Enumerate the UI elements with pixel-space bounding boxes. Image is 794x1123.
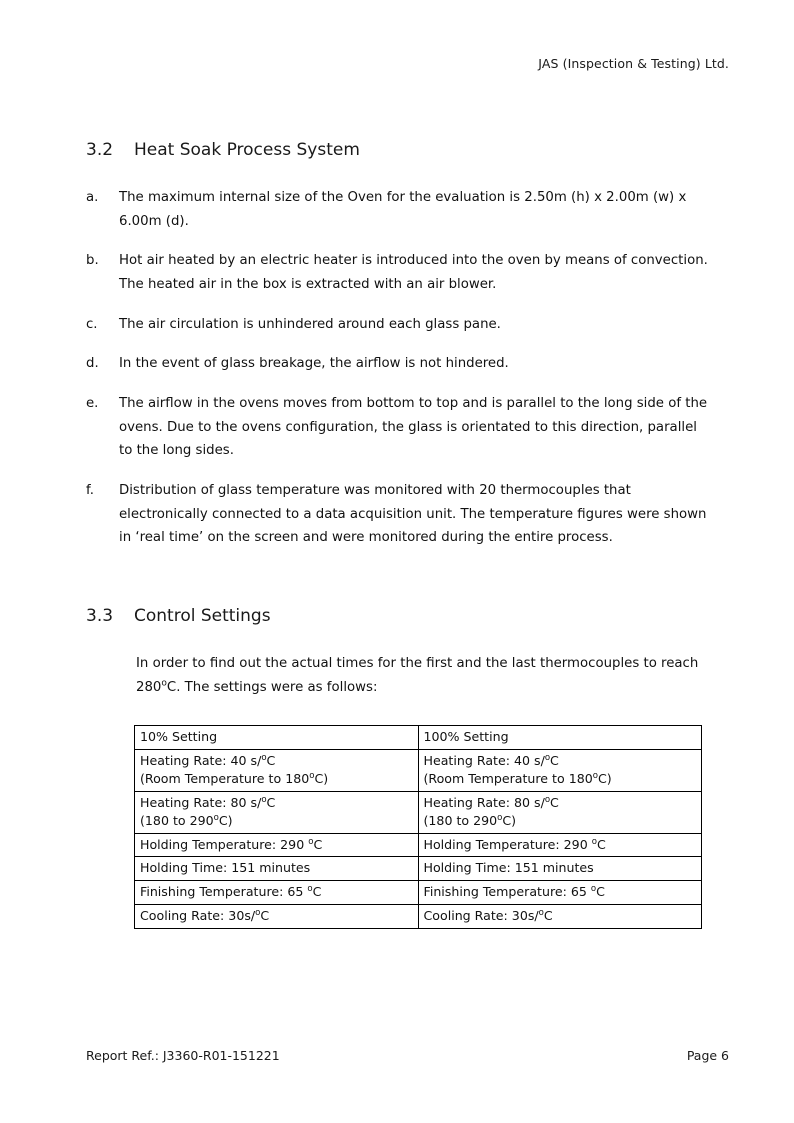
list-item-marker: b. [86,253,99,269]
list-item-text: The airflow in the ovens moves from bottom to top and is parallel to the long side of the ovens. Due to the ovens configuration, the glass is orientated to this direction, parallel to the long sides. [119,395,708,459]
degree-sup: o [307,884,313,895]
intro-part-2: C. The settings were as follows: [166,679,378,695]
table-cell-right [418,750,702,792]
page-footer [86,1048,729,1063]
cell-line-2 [140,770,413,788]
degree-sup: o [497,812,503,823]
cell-line-2 [424,812,697,830]
cell-text-post: C) [314,770,329,786]
cell-text: Holding Temperature: 290 [140,836,309,852]
cell-text-post: C) [502,812,517,828]
table-row [135,881,702,905]
cell-line-1 [424,794,697,812]
table-row [135,750,702,792]
list-item-marker: a. [86,190,99,205]
section-title: Control Settings [134,605,271,626]
cell-text: 100% Setting [423,729,509,745]
cell-text-post: C) [218,812,233,828]
degree-sup: o [213,812,219,823]
list-item-marker: e. [86,395,99,411]
page-header [538,56,729,71]
table-cell-right [418,833,702,857]
cell-text: (Room Temperature to 180 [423,770,593,786]
table-cell-right [418,791,702,833]
intro-part-1: In order to find out the actual times for the first and the last thermocouples to reach 280 [136,655,699,695]
page-number: Page 6 [686,1048,729,1063]
table-cell-left [135,726,419,750]
cell-text-post: C [596,836,606,852]
company-name: JAS (Inspection & Testing) Ltd. [538,56,729,71]
table-row [135,791,702,833]
cell-text: Cooling Rate: 30s/ [423,908,539,924]
table-row [135,857,702,881]
intro-paragraph [136,652,701,699]
list-item-text: Distribution of glass temperature was monitored with 20 thermocouples that electronically connected to a data acquisition unit. The temperature figures were shown in ‘real time’ on the screen and were monitored during the entire process. [119,482,707,546]
list-item [86,352,711,376]
table-row [135,833,702,857]
cell-text-post: C [312,884,322,900]
degree-sup: o [309,770,315,781]
table-cell-left [135,833,419,857]
section-number: 3.2 [86,140,114,160]
table-cell-left [135,905,419,929]
list-item-text: The air circulation is unhindered around each glass pane. [119,316,501,332]
cell-text: Holding Time: 151 minutes [423,860,594,876]
control-settings-table [134,725,702,929]
cell-text-post: C [550,794,559,810]
list-item-text: Hot air heated by an electric heater is introduced into the oven by means of convection. The heated air in the box is extracted with an air blower. [119,253,708,292]
section-3-3-body [136,652,711,699]
table-cell-left [135,881,419,905]
list-item [86,313,711,337]
cell-text: Heating Rate: 40 s/ [423,753,545,769]
document-content [86,140,711,929]
table-cell-right [418,726,702,750]
cell-line-2 [140,812,413,830]
degree-sup: o [308,836,314,847]
list-item-marker: d. [86,356,99,372]
cell-text-post: C [313,836,323,852]
list-item-marker: c. [86,316,98,332]
cell-text-post: C [543,908,553,924]
cell-text: 10% Setting [140,729,218,745]
cell-text: Cooling Rate: 30s/ [140,908,256,924]
list-item [86,392,711,463]
section-title: Heat Soak Process System [134,140,360,160]
cell-text-post: C [596,884,605,900]
cell-text: Heating Rate: 40 s/ [140,753,262,769]
cell-line-2 [424,770,697,788]
list-item-text: The maximum internal size of the Oven for the evaluation is 2.50m (h) x 2.00m (w) x 6.00m (d). [119,190,687,229]
section-3-3 [86,606,711,699]
cell-text-post: C [260,908,270,924]
table-row [135,905,702,929]
cell-text: Finishing Temperature: 65 [140,884,308,900]
cell-text-post: C [266,794,276,810]
cell-text: Holding Time: 151 minutes [140,860,311,876]
section-heading-3-3 [86,606,711,626]
list-item-text: In the event of glass breakage, the airflow is not hindered. [119,356,509,372]
table-cell-right [418,857,702,881]
report-reference: Report Ref.: J3360-R01-151221 [86,1048,280,1063]
list-item [86,186,711,233]
table-cell-left [135,857,419,881]
cell-text: Heating Rate: 80 s/ [423,794,545,810]
cell-line-1 [140,752,413,770]
list-item-marker: f. [86,482,94,498]
cell-text: (180 to 290 [140,812,214,828]
degree-sup: o [592,770,598,781]
cell-text-post: C [266,753,276,769]
degree-sup: o [544,752,551,763]
table-row [135,726,702,750]
cell-text: Finishing Temperature: 65 [423,884,591,900]
table-cell-left [135,750,419,792]
degree-sup: o [538,908,544,918]
cell-text: Heating Rate: 80 s/ [140,794,262,810]
degree-sup: o [261,752,267,763]
degree-sup: o [255,908,261,918]
cell-line-1 [140,794,413,812]
degree-sup: o [544,794,551,805]
degree-sup: o [161,678,167,689]
table-cell-right [418,881,702,905]
control-settings-table-wrap [134,725,702,929]
cell-text: Holding Temperature: 290 [423,836,592,852]
cell-text-post: C [550,753,559,769]
cell-text: (180 to 290 [423,812,498,828]
degree-sup: o [591,836,597,847]
section-number: 3.3 [86,605,114,626]
table-cell-left [135,791,419,833]
table-cell-right [418,905,702,929]
section-3-2-list [86,186,711,550]
cell-text: (Room Temperature to 180 [140,770,310,786]
section-heading-3-2 [86,140,711,160]
degree-sup: o [261,794,267,805]
list-item [86,249,711,296]
cell-line-1 [424,752,697,770]
degree-sup: o [590,884,597,895]
cell-text-post: C) [597,770,612,786]
list-item [86,479,711,550]
